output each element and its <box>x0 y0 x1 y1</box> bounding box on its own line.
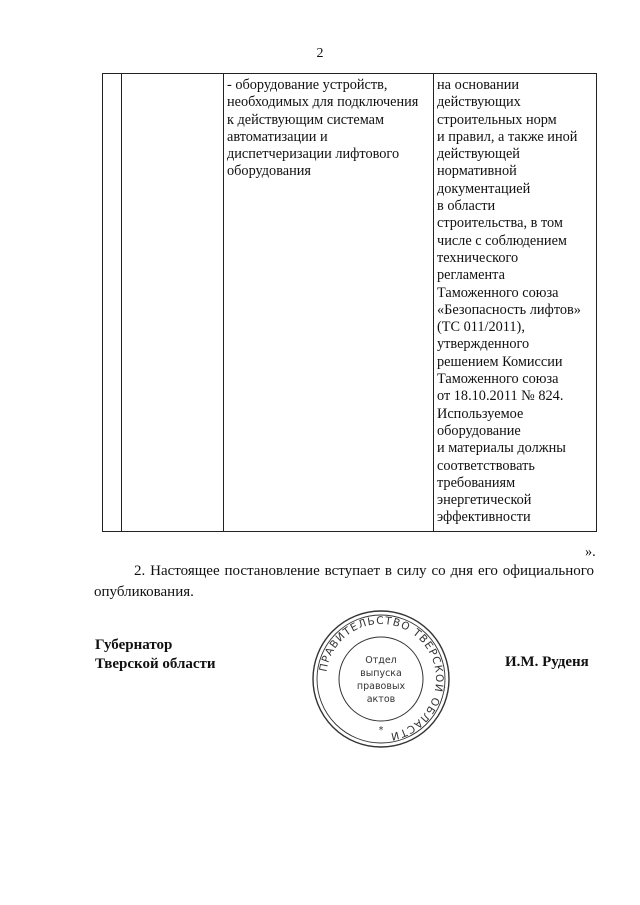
stamp-inner-line: Отдел <box>365 655 397 666</box>
table-text-line: действующей <box>437 146 520 163</box>
table-text-line: действующих <box>437 94 521 111</box>
table-text-line: в области <box>437 198 496 215</box>
signature-title <box>95 636 216 674</box>
table-cell-conditions <box>434 74 597 532</box>
equipment-text <box>224 74 433 185</box>
table-text-line: и материалы должны <box>437 440 566 457</box>
stamp-ring-text: ПРАВИТЕЛЬСТВО ТВЕРСКОЙ ОБЛАСТИ <box>317 614 446 743</box>
table-text-line: соответствовать <box>437 457 535 474</box>
signature-title-line2: Тверской области <box>95 656 216 672</box>
table-text-line: требованиям <box>437 474 516 491</box>
table-text-line: решением Комиссии <box>437 353 563 370</box>
stamp-inner-line: правовых <box>356 681 406 692</box>
table-cell-equipment <box>224 74 434 532</box>
effective-date-paragraph: 2. Настоящее постановление вступает в силу со дня его официального опубликования. <box>94 563 594 600</box>
table-text-line: оборудование <box>437 422 521 439</box>
table-cell-col2 <box>122 74 224 532</box>
table-text-line: регламента <box>437 267 505 284</box>
stamp-star: * <box>378 725 384 736</box>
table-text-line: от 18.10.2011 № 824. <box>437 388 564 405</box>
table-cell-col1 <box>103 74 122 532</box>
stamp-inner-line: актов <box>366 694 396 705</box>
table-text-line: нормативной <box>437 163 517 180</box>
signature-title-line1: Губернатор <box>95 637 173 653</box>
table-text-line: - оборудование устройств, <box>227 77 388 93</box>
table-text-line: и правил, а также иной <box>437 128 578 145</box>
table-text-line: эффективности <box>437 509 531 526</box>
official-stamp <box>311 609 451 749</box>
requirements-table <box>102 73 597 532</box>
table-text-line: строительных норм <box>437 111 557 128</box>
table-text-line: к действующим системам <box>227 111 385 128</box>
table-text-line: утвержденного <box>437 336 530 353</box>
signature-name: И.М. Руденя <box>505 654 589 670</box>
closing-quote: ». <box>585 544 596 560</box>
table-text-line: необходимых для подключения <box>227 94 419 111</box>
table-text-line: строительства, в том <box>437 215 563 232</box>
table-text-line: на основании <box>437 77 520 93</box>
table-text-line: технического <box>437 249 519 266</box>
page-number: 2 <box>316 46 324 61</box>
table-text-line: диспетчеризации лифтового <box>227 146 400 163</box>
table-text-line: оборудования <box>227 163 311 180</box>
table-text-line: документацией <box>437 180 531 197</box>
table-text-line: Таможенного союза <box>437 284 559 301</box>
table-text-line: (ТС 011/2011), <box>437 319 525 336</box>
table-row <box>103 74 597 532</box>
table-text-line: Используемое <box>437 405 524 422</box>
stamp-inner-line: выпуска <box>360 668 402 679</box>
table-text-line: энергетической <box>437 492 532 509</box>
conditions-text <box>434 74 596 531</box>
table-text-line: Таможенного союза <box>437 371 559 388</box>
table-text-line: числе с соблюдением <box>437 232 567 249</box>
table-text-line: автоматизации и <box>227 128 328 145</box>
table-text-line: «Безопасность лифтов» <box>437 301 581 318</box>
